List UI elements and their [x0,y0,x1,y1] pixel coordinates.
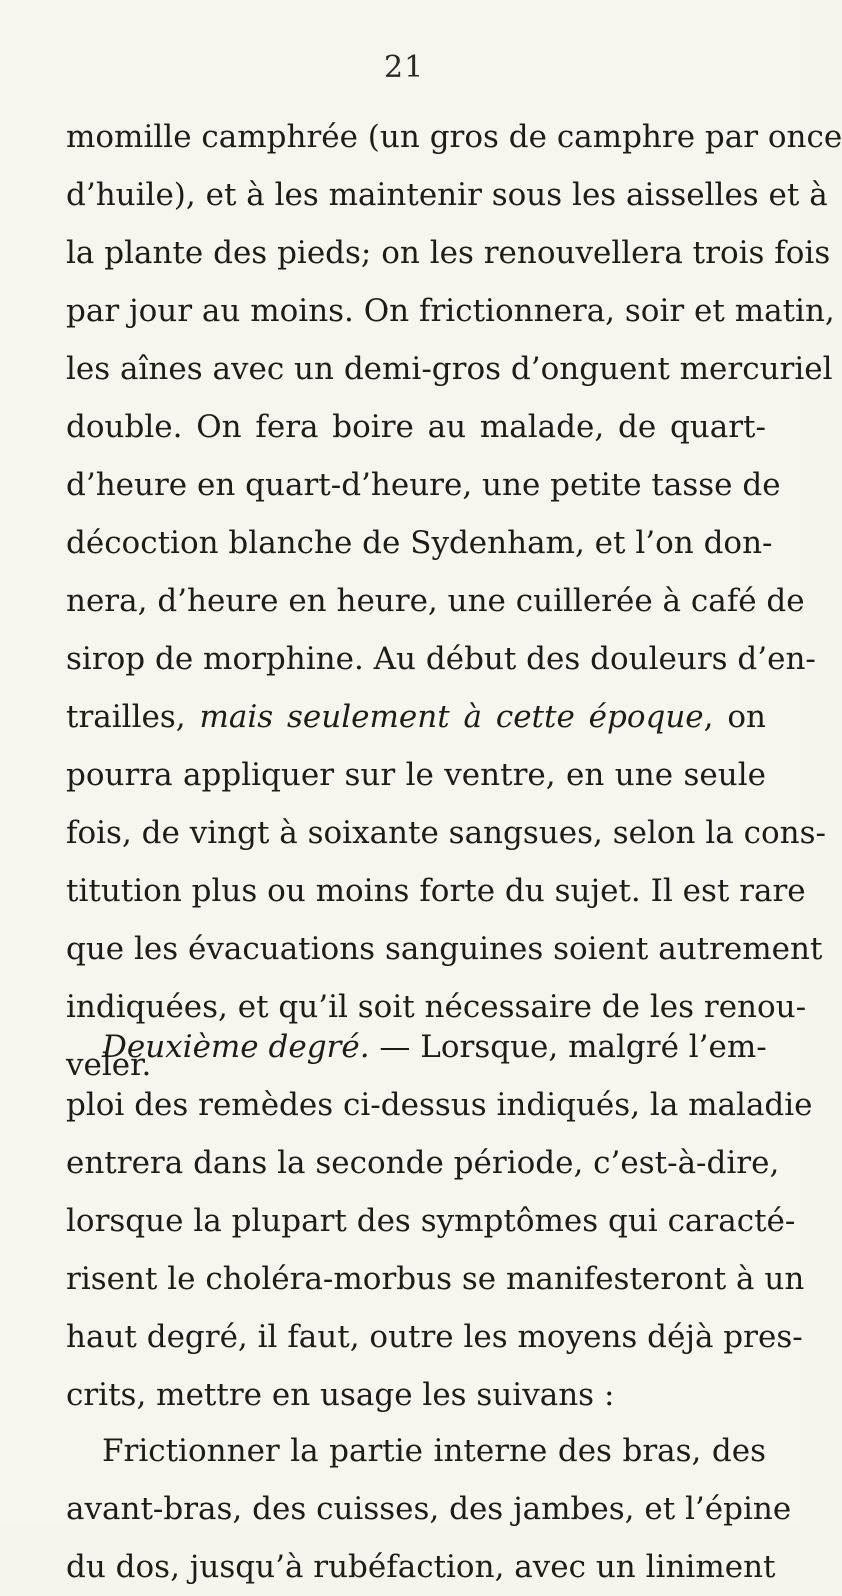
text-line: la plante des pieds; on les renouvellera trois fois [66,235,831,271]
text-line: les aînes avec un demi-gros d’onguent mercuriel [66,351,833,387]
text-line: indiquées, et qu’il soit nécessaire de les renou- [66,989,807,1025]
text-line: titution plus ou moins forte du sujet. Il est rare [66,873,806,909]
text-run: trailles, [66,699,200,735]
text-line: double. On fera boire au malade, de quart- [66,409,766,445]
page-number: 21 [384,50,425,85]
text-line: nera, d’heure en heure, une cuillerée à café de [66,583,805,619]
text-line: que les évacuations sanguines soient autrement [66,931,823,967]
paragraph-friction [66,1422,766,1480]
text-line: crits, mettre en usage les suivans : [66,1377,615,1413]
text-line: d’heure en quart-d’heure, une petite tasse de [66,467,781,503]
text-line: pourra appliquer sur le ventre, en une seule [66,757,766,793]
text-line: ploi des remèdes ci-dessus indiqués, la maladie [66,1087,813,1123]
text-line: décoction blanche de Sydenham, et l’on don- [66,525,773,561]
section-heading: Deuxième degré. [102,1029,370,1065]
text-line: risent le choléra-morbus se manifesteront à un [66,1261,805,1297]
text-line: haut degré, il faut, outre les moyens déjà pres- [66,1319,803,1355]
paragraph-second-degree [66,1018,813,1424]
section-heading-line [66,1018,766,1076]
text-line: momille camphrée (un gros de camphre par once [66,119,842,155]
paragraph-treatment [66,108,842,1094]
italic-emphasis: mais seulement à cette époque [199,699,704,735]
text-line: d’huile), et à les maintenir sous les aisselles et à [66,177,828,213]
text-line: veler. [66,1047,152,1083]
text-run: — Lorsque, malgré l’em- [369,1029,767,1065]
text-line: Frictionner la partie interne des bras, des [102,1433,766,1469]
text-line-with-italic [66,688,766,746]
text-line: avant-bras, des cuisses, des jambes, et l’épine [66,1491,792,1527]
text-line: sirop de morphine. Au début des douleurs d’en- [66,641,816,677]
text-run: , on [703,699,767,735]
text-line: du dos, jusqu’à rubéfaction, avec un liniment [66,1549,776,1585]
text-line: lorsque la plupart des symptômes qui caracté- [66,1203,796,1239]
text-line: par jour au moins. On frictionnera, soir et matin, [66,293,835,329]
text-line: fois, de vingt à soixante sangsues, selon la cons- [66,815,826,851]
paragraph-friction-continued [66,1480,792,1585]
text-line: entrera dans la seconde période, c’est-à-dire, [66,1145,780,1181]
